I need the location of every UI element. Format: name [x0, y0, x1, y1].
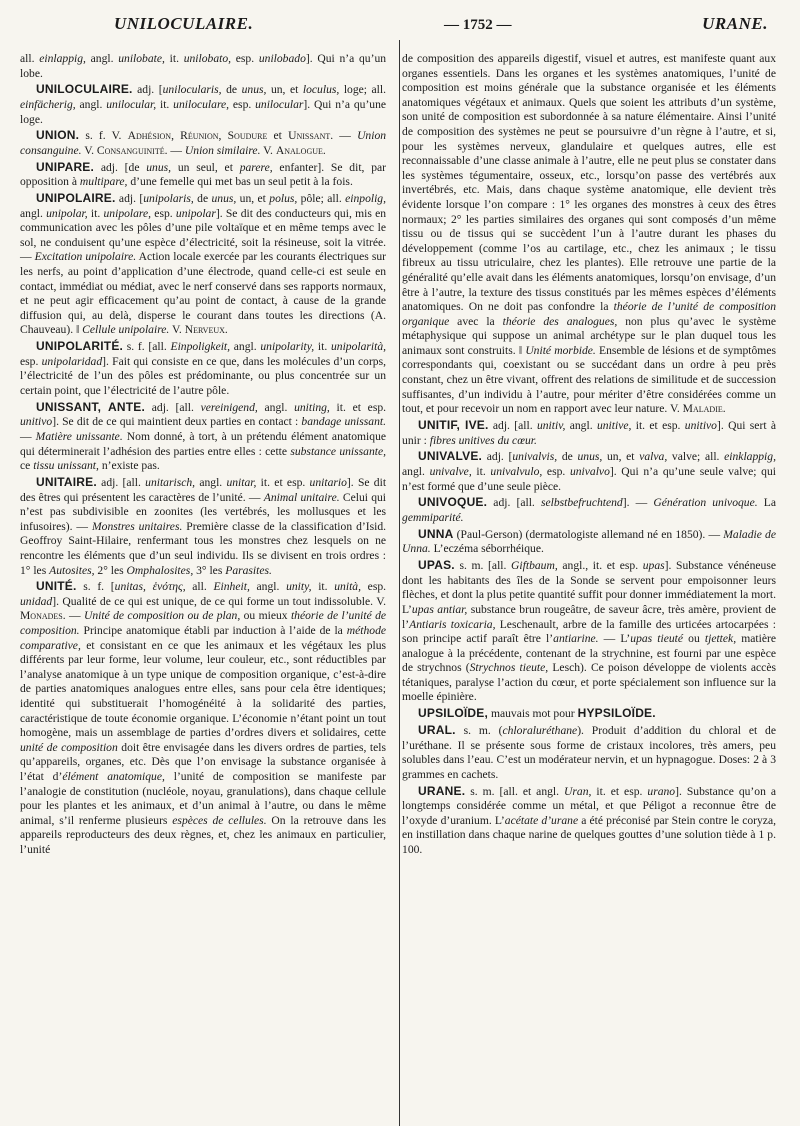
dictionary-entry: [20, 191, 386, 338]
right-running-headword: URANE.: [702, 14, 768, 33]
dictionary-entry: [402, 495, 776, 525]
entry-text: it.: [156, 97, 174, 111]
entry-text: de: [221, 83, 242, 97]
italic-text: unipolar: [175, 206, 216, 220]
italic-text: einlappig,: [39, 52, 86, 65]
italic-text: einklappig,: [724, 450, 776, 464]
entry-text: it.: [471, 465, 491, 478]
italic-text: Unité de composition ou de plan,: [83, 609, 241, 623]
entry-text: enfanter]. Se dit, par opposition à: [20, 160, 387, 189]
entry-text: ]. Qui n’a qu’un lobe.: [20, 52, 387, 80]
entry-text: angl.: [257, 400, 295, 414]
italic-text: Omphalosites,: [126, 563, 194, 577]
italic-text: unitas,: [114, 580, 146, 594]
italic-text: unipolare,: [103, 206, 152, 220]
dictionary-entry: [20, 160, 386, 190]
entry-text: it.: [314, 340, 331, 354]
entry-text: de: [557, 450, 578, 464]
entry-headword: UNIPOLARITÉ.: [36, 339, 124, 354]
entry-text: loge; all.: [339, 83, 387, 97]
entry-text: avec la: [449, 314, 503, 328]
italic-text: univalvo: [569, 465, 610, 478]
cross-reference: Consanguinité.: [96, 143, 168, 157]
entry-text: l’unité de composition se manifeste par l’analogie de constitution (nucléole, noyau, granulations), dans chaque cellule pour les plantes et les animaux, et d’un animal à l’autre, ou dans le même animal, s’il renferme plusieurs: [20, 770, 387, 827]
entry-text: Lesch). Ce poison développe de violents accès tétaniques, paralyse l’action du cœur, et porte spécialement son influence sur la moelle épinière.: [402, 661, 776, 704]
entry-headword: HYPSILOÏDE.: [577, 706, 656, 721]
italic-text: tjettek,: [704, 632, 737, 646]
italic-text: unilocular: [255, 97, 304, 111]
entry-text: de: [193, 192, 212, 206]
entry-text: de composition des appareils digestif, visuel et autres, est manifeste quant aux organes essentiels. Dans les organes et les systèmes anatomiques, l’unité de composition est moins générale que la substance organisée et les éléments anatomiques végétaux et animaux. Quels que soient les attributs d’un système, son unité de composition est subordonnée à sa nature élémentaire. Ainsi l’unité de composition des systèmes ne peut se poursuivre d’un règne à l’autre, et si, pour les systèmes nerveux, glandulaire et quelques autres, elle est reconnaissable d’une classe animale à l’autre, elle ne peut plus se constater dans les systèmes tégumentaire, osseux, etc., lorsqu’on passe des vertébrés aux invertébrés, etc. Mais, dans chaque système anatomique, elle devient très évidente lorsque l’on compare : 1° les organes des monstres à ceux des êtres normaux; 2° les parties similaires des organes qui sont composés d’un même tissu ou de tissus qui se succèdent l’un à l’autre durant les phases du développement (comme l’os au cartilage, etc., chez les animaux ; le tissu fibreux au tissu utriculaire, chez les plantes). Elle retrouve une partie de la généralité qu’elle avait dans les éléments anatomiques, lorsqu’on envisage, d’un être à l’autre, la texture des tissus constitués par les mêmes espèces d’éléments anatomiques. On ne doit pas confondre la: [402, 52, 776, 314]
right-column: [402, 52, 776, 859]
italic-text: unitiv,: [536, 419, 566, 433]
italic-text: unus,: [211, 192, 237, 206]
entry-text: ou mieux: [240, 609, 291, 623]
italic-text: Excitation unipolaire.: [34, 250, 137, 264]
cross-reference: Monades.: [20, 609, 66, 623]
entry-headword: UNITIF, IVE.: [418, 418, 489, 433]
italic-text: unilobate,: [118, 52, 165, 65]
entry-text: matière analogue à la précédente, contenant de la strychnine, est fourni par une espèce de strychnos (: [402, 632, 776, 675]
entry-text: esp.: [151, 206, 176, 220]
italic-text: unitive,: [596, 419, 632, 433]
entry-text: ]. Substance vénéneuse dont les habitants des îles de la Sonde se servent pour empoisonner leurs flèches, et dont la plus petite quantité suffit pour donner immédiatement la mort. L’: [402, 559, 776, 616]
entry-text: L’eczéma séborrhéique.: [430, 542, 544, 556]
entry-text: s. f. [: [76, 580, 115, 594]
italic-text: urano: [647, 784, 676, 798]
italic-text: unus,: [577, 450, 603, 464]
entry-headword: UNISSANT, ANTE.: [36, 399, 146, 414]
italic-text: gemmiparité.: [402, 510, 464, 524]
italic-text: unilocularis,: [162, 83, 222, 97]
entry-text: s. m. (: [455, 724, 503, 738]
entry-text: ]. Qualité de ce qui est unique, de ce qui forme un tout indissoluble. V.: [52, 594, 387, 608]
entry-text: esp.: [542, 465, 570, 478]
italic-text: einfächerig,: [20, 97, 76, 111]
dictionary-entry: [402, 723, 776, 782]
entry-text: ]. Fait qui consiste en ce que, dans les molécules d’un corps, l’électricité de l’un des pôles est prédominante, ou plus concentrée sur un certain point, que l’électricité de l’autre pôle.: [20, 354, 387, 397]
entry-headword: UNITAIRE.: [36, 474, 97, 489]
italic-text: unitario: [309, 475, 347, 489]
entry-text: Leschenault, arbre de la famille des urticées artocarpées : son principe actif paraît être l’: [402, 617, 776, 646]
italic-text: Génération univoque.: [653, 496, 758, 510]
entry-text: ou: [683, 632, 705, 646]
entry-text: a été préconisé par Stein contre le coryza, en instillation dans chaque narine de quelques gouttes d’une solution tiède à 1 p. 100.: [402, 813, 776, 856]
entry-text: (Paul-Gerson) (dermatologiste allemand né en 1850). —: [453, 527, 724, 541]
italic-text: Einheit,: [213, 580, 250, 594]
entry-text: adj. [all.: [145, 400, 201, 414]
entry-headword: UPAS.: [418, 558, 455, 573]
italic-text: méthode comparative,: [20, 624, 387, 652]
entry-text: angl.: [230, 340, 261, 354]
italic-text: vereinigend,: [200, 400, 258, 414]
entry-text: Ensemble de lésions et de symptômes correspondants qui, coexistant ou se succédant dans un ordre à peu près constant, chez un être vivant, offrent des relations de similitude et de succession suffisantes, d’un individu à l’autre, pour mériter d’être considérées comme un tout, et pour recevoir un nom en rapport avec leur nature. V.: [402, 343, 776, 416]
entry-text: V.: [169, 323, 185, 337]
entry-text: it. et esp.: [591, 784, 648, 798]
dictionary-entry: [20, 128, 386, 158]
entry-text: esp.: [20, 354, 42, 368]
entry-text: un, et: [266, 83, 303, 97]
italic-text: tissu unissant,: [33, 459, 99, 473]
entry-text: ]. Qui n’a qu’une seule valve; qui n’est formé que d’une seule pièce.: [402, 465, 776, 493]
entry-text: ). Produit d’addition du chloral et de l’uréthane. Il se présente sous forme de cristaux incolores, très amers, peu solubles dans l’eau. C’est un modérateur nervin, et un hypnagogue. Doses: 2 à 3 grammes en cachets.: [402, 724, 776, 781]
entry-text: esp.: [231, 52, 259, 65]
entry-text: pôle; all.: [297, 192, 346, 206]
italic-text: Matière unissante.: [35, 429, 123, 443]
entry-headword: UNIPOLAIRE.: [36, 191, 116, 206]
italic-text: acétate d’urane: [504, 813, 579, 827]
italic-text: parere,: [239, 160, 273, 174]
italic-text: unitarisch,: [145, 475, 196, 489]
italic-text: élément anatomique,: [62, 770, 165, 783]
text-columns: [20, 52, 776, 859]
entry-text: adj. [: [482, 450, 513, 464]
entry-text: angl.: [20, 206, 47, 220]
italic-text: unitivo: [684, 419, 717, 433]
entry-text: mauvais mot pour: [488, 707, 578, 721]
italic-text: Maladie de Unna.: [402, 527, 777, 556]
entry-text: it.: [87, 206, 104, 220]
italic-text: Union similaire.: [184, 143, 261, 157]
entry-text: V.: [260, 143, 276, 157]
entry-headword: UNIPARE.: [36, 159, 95, 174]
italic-text: Monstres unitaires.: [91, 519, 183, 533]
entry-text: it.: [164, 52, 184, 65]
dictionary-entry: [402, 706, 776, 722]
entry-text: angl.: [249, 580, 287, 594]
italic-text: théorie des analogues,: [502, 314, 618, 328]
entry-text: substance brun rougeâtre, de saveur âcre, très amère, provient de l’: [402, 602, 776, 631]
italic-text: unipolar,: [46, 206, 88, 220]
italic-text: unipolaris,: [143, 192, 194, 206]
entry-text: 3° les: [193, 563, 226, 577]
entry-text: un, et: [236, 192, 270, 206]
entry-text: —: [20, 429, 36, 443]
entry-text: angl.: [75, 97, 107, 111]
left-column: [20, 52, 386, 859]
italic-text: substance unissante,: [290, 444, 387, 458]
entry-text: adj. [: [132, 83, 163, 97]
entry-text: Celui qui n’est pas subdivisible en zoonites (les vertébrés, les mollusques et les infusoires). —: [20, 490, 387, 533]
entry-text: ce: [20, 459, 34, 473]
italic-text: unilobato,: [183, 52, 232, 65]
italic-text: Antiaris toxicaria,: [409, 617, 496, 631]
italic-text: Giftbaum,: [511, 559, 558, 573]
entry-text: it. et esp.: [256, 475, 310, 489]
entry-text: Nom donné, à tort, à un prétendu élément anatomique qui déterminerait l’adhésion des parties entre elles : cette: [20, 429, 387, 458]
entry-text: On la retrouve dans les appareils reproducteurs des deux règnes, et, chez les animaux en particulier, l’unité: [20, 813, 387, 856]
dictionary-entry: [20, 82, 386, 127]
dictionary-entry: [20, 339, 386, 398]
italic-text: loculus,: [302, 83, 340, 97]
entry-text: V.: [81, 143, 97, 157]
entry-text: Action locale exercée par les courants électriques sur les nerfs, au point d’application d’une électrode, quand celle-ci est seule en contact, immédiat ou médiat, avec le nerf conservé dans ses rapports normaux, et ne peut agir efficacement qu’au point de contact, à cause de la grande diffusion qui, au delà, disperse le courant dans toutes les directions (A. Chauveau). ‖: [20, 250, 387, 337]
entry-headword: UPSILOÏDE,: [418, 706, 489, 721]
italic-text: Unité morbide.: [525, 343, 596, 357]
italic-text: uniloculare,: [173, 97, 230, 111]
italic-text: unitivo: [20, 415, 53, 429]
left-running-headword: UNILOCULAIRE.: [114, 14, 254, 33]
entry-text: Principe anatomique établi par induction à l’aide de la: [79, 624, 347, 638]
entry-text: esp.: [360, 580, 387, 594]
entry-headword: UNIVOQUE.: [418, 495, 488, 510]
italic-text: unidad: [20, 594, 53, 608]
italic-text: unilocular,: [106, 97, 157, 111]
italic-text: univalvis,: [512, 450, 558, 464]
italic-text: théorie de l’unité de composition organique: [402, 300, 776, 328]
entry-headword: UNIVALVE.: [418, 449, 483, 464]
running-header: [22, 14, 776, 40]
entry-text: it.: [311, 580, 335, 594]
italic-text: théorie de l’unité de composition.: [20, 609, 387, 638]
cross-reference: Analogue.: [275, 143, 326, 157]
italic-text: unus,: [146, 160, 172, 174]
entry-text: non plus qu’avec le système métaphysique qui suppose un animal archétype sur le plan duquel tous les animaux sont construits. ‖: [402, 314, 776, 357]
dictionary-entry: [402, 418, 776, 448]
entry-headword: UNION.: [36, 128, 80, 143]
italic-text: antiarine.: [553, 632, 599, 646]
dictionary-entry: [402, 784, 776, 858]
italic-text: uniting,: [294, 400, 330, 414]
entry-headword: UNITÉ.: [36, 579, 77, 594]
entry-headword: UNNA: [418, 526, 454, 541]
italic-text: Autosites,: [49, 563, 95, 577]
entry-text: angl., it. et esp.: [557, 559, 643, 573]
entry-headword: URAL.: [418, 723, 456, 738]
dictionary-entry: [20, 475, 386, 578]
entry-text: s. m. [all.: [454, 559, 512, 573]
entry-text: angl.: [402, 465, 430, 478]
dictionary-entry: [402, 527, 776, 557]
dictionary-entry: [20, 400, 386, 474]
entry-text: it. et esp.: [631, 419, 685, 433]
italic-text: unipolaridad: [41, 354, 103, 368]
entry-text: —: [167, 143, 185, 157]
italic-text: bandage unissant.: [301, 415, 387, 429]
italic-text: unipolarità,: [330, 340, 387, 354]
entry-text: it. et esp.: [329, 400, 387, 414]
entry-text: ]. Se dit de ce qui maintient deux parties en contact :: [52, 415, 302, 429]
italic-text: upas antiar,: [411, 602, 468, 616]
dictionary-entry: [402, 52, 776, 417]
entry-text: et: [267, 129, 289, 143]
entry-text: n’existe pas.: [98, 459, 160, 473]
entry-text: ]. —: [622, 496, 654, 510]
entry-text: un, et: [602, 450, 640, 464]
italic-text: fibres unitives du cœur.: [429, 433, 537, 447]
entry-text: angl.: [85, 52, 119, 65]
entry-headword: UNILOCULAIRE.: [36, 82, 133, 97]
italic-text: Strychnos tieute,: [469, 661, 549, 675]
italic-text: Einpoligkeit,: [170, 340, 231, 354]
italic-text: ἑνότης,: [152, 580, 186, 594]
entry-text: esp.: [229, 97, 256, 111]
cross-reference: Unissant.: [288, 129, 334, 143]
italic-text: unity,: [286, 580, 312, 594]
entry-text: 2° les: [94, 563, 127, 577]
entry-text: adj. [all.: [96, 475, 146, 489]
entry-text: ]. Qui n’a qu’une loge.: [20, 97, 387, 126]
entry-text: adj. [all.: [487, 496, 541, 510]
entry-text: — L’: [598, 632, 631, 646]
dictionary-entry: [402, 558, 776, 705]
italic-text: Animal unitaire.: [263, 490, 340, 504]
italic-text: multipare,: [79, 175, 128, 189]
italic-text: valva,: [639, 450, 668, 464]
italic-text: Uran,: [564, 784, 592, 798]
italic-text: Parasites.: [225, 563, 272, 577]
entry-text: s. m. [all. et angl.: [465, 784, 565, 798]
italic-text: espèces de cellules.: [172, 813, 267, 827]
entry-text: ]. Qui sert à unir :: [402, 419, 777, 447]
entry-text: ]. Se dit des êtres qui présentent les caractères de l’unité. —: [20, 475, 387, 504]
entry-text: all.: [185, 580, 214, 594]
entry-text: adj. [de: [94, 160, 147, 174]
dictionary-entry: [402, 449, 776, 494]
entry-text: all.: [20, 52, 40, 65]
dictionary-entry: [20, 52, 386, 81]
entry-text: et consistant en ce que les animaux et les végétaux les plus différents par leur forme, leur volume, leur couleur, etc., sont réductibles par l’analyse anatomique à un type unique de composition organique, c’est-à-dire de parties anatomiques analogues entre elles, sans pour cela être identiques; identité qui substituerait l’homogénéité à la solidarité des parties, caractéristique de toute économie organique. L’économie n’étant point un tout homogène, mais un assemblage de parties d’ordres divers et solidaires, cette: [20, 638, 387, 740]
entry-text: —: [333, 129, 358, 143]
cross-reference: Adhésion, Réunion, Soudure: [127, 129, 268, 143]
italic-text: einpolig,: [345, 192, 387, 206]
italic-text: unus,: [241, 83, 267, 97]
cross-reference: Maladie.: [682, 402, 726, 416]
entry-text: s. f. V.: [79, 129, 128, 143]
entry-text: —: [65, 609, 84, 623]
italic-text: univalve,: [429, 465, 472, 478]
italic-text: Cellule unipolaire.: [82, 323, 170, 337]
italic-text: unitar,: [226, 475, 257, 489]
italic-text: upas: [642, 559, 665, 573]
entry-text: s. f. [all.: [123, 340, 171, 354]
entry-text: ]. Se dit des conducteurs qui, mis en communication avec les pôles d’une pile voltaïque et en même temps avec le sol, ne conduisent qu’une espèce d’électricité, soit la résineuse, soit la vitrée. —: [20, 206, 387, 264]
entry-text: d’une femelle qui met bas un seul petit à la fois.: [127, 175, 353, 189]
entry-text: valve; all.: [667, 450, 725, 464]
italic-text: univalvulo,: [490, 465, 543, 478]
entry-text: doit être envisagée dans les divers ordres de parties, tels qu’appareils, organes, etc. Dès que l’on envisage la substance organisée à l’état d’: [20, 740, 387, 783]
entry-text: un seul, et: [171, 160, 240, 174]
italic-text: unipolarity,: [260, 340, 315, 354]
entry-text: La: [757, 496, 776, 510]
cross-reference: Nerveux.: [184, 323, 228, 337]
italic-text: polus,: [269, 192, 298, 206]
italic-text: Union consanguine.: [20, 129, 387, 157]
italic-text: unilobado: [258, 52, 306, 65]
page-number: — 1752 —: [443, 17, 512, 33]
entry-text: [146, 580, 153, 593]
entry-text: ]. Substance qu’on a longtemps considérée comme un métal, et que Péligot a reconnue être de l’oxyde d’uranium. L’: [402, 784, 776, 827]
italic-text: unité de composition: [20, 740, 118, 754]
entry-text: adj. [all.: [488, 419, 537, 433]
italic-text: selbstbefruchtend: [540, 496, 623, 510]
italic-text: chloraluréthane: [502, 724, 578, 738]
entry-text: angl.: [565, 419, 597, 433]
dictionary-entry: [20, 579, 386, 857]
entry-text: angl.: [195, 475, 227, 489]
entry-headword: URANE.: [418, 783, 466, 798]
italic-text: unità,: [334, 580, 361, 594]
italic-text: upas tieuté: [630, 632, 684, 646]
entry-text: adj. [: [115, 192, 144, 206]
entry-text: Première classe de la classification d’Isid. Geoffroy Saint-Hilaire, renfermant tous les monstres chez lesquels on ne rencontre les éléments que d’un seul individu. Ils se divisent en trois ordres : 1° les: [20, 519, 387, 577]
